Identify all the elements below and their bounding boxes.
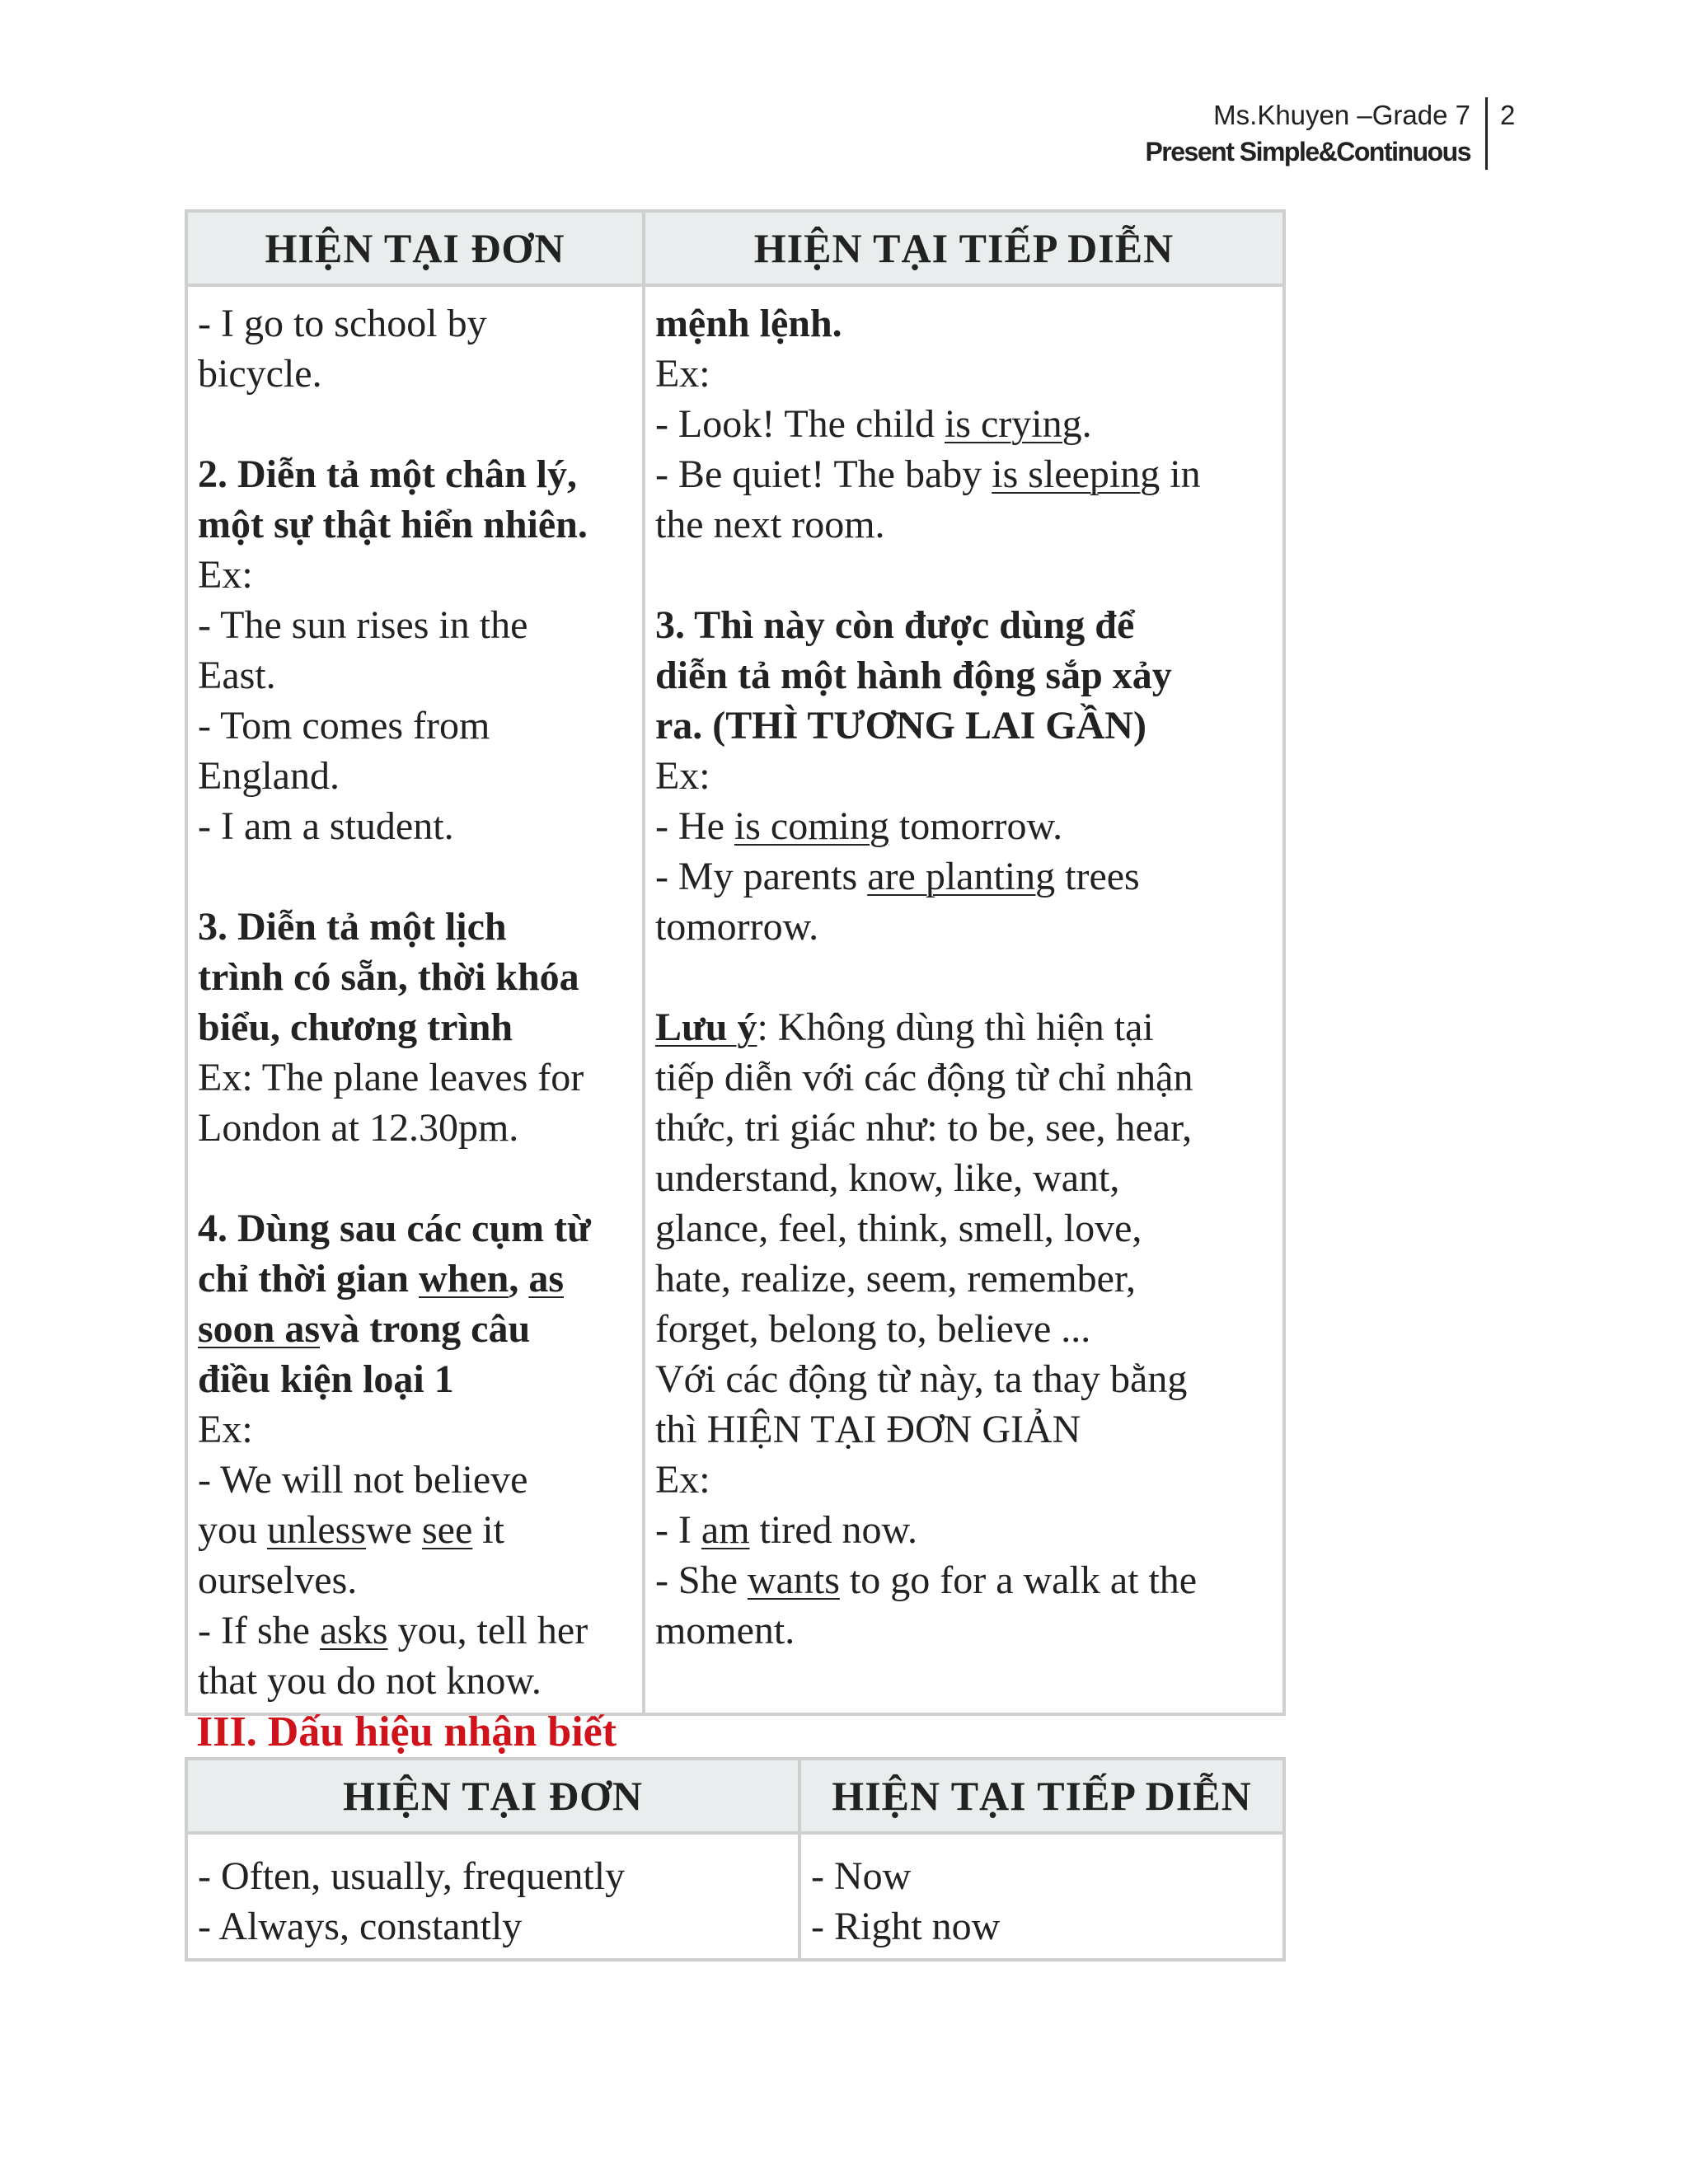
example-label: Ex:	[198, 553, 253, 597]
table-header-row	[186, 211, 1284, 285]
example-line: the next room.	[654, 503, 885, 546]
usage-heading-3: trình có sẵn, thời khóa	[198, 955, 579, 999]
note-line: understand, know, like, want,	[654, 1156, 1120, 1200]
text-line: bicycle.	[198, 352, 322, 396]
example-label: Ex:	[654, 1458, 710, 1502]
keyword-as: as	[528, 1257, 565, 1301]
page-number: 2	[1500, 100, 1516, 130]
example-line: - The sun rises in the	[198, 603, 528, 647]
header-box	[1047, 97, 1488, 170]
example-label: Ex:	[654, 754, 710, 798]
header-author-grade: Ms.Khuyen –Grade 7	[1213, 100, 1470, 130]
usage-heading-3: diễn tả một hành động sắp xảy	[654, 654, 1172, 697]
signal-line: - Always, constantly	[198, 1905, 523, 1948]
note-line: hate, realize, seem, remember,	[654, 1257, 1137, 1301]
example-line: - Be quiet! The baby is sleeping in	[654, 452, 1201, 496]
signal-line: - Right now	[811, 1905, 1001, 1948]
header-present-continuous: HIỆN TẠI TIẾP DIỄN	[799, 1759, 1284, 1833]
usage-heading-3: 3. Diễn tả một lịch	[198, 905, 507, 949]
example-line: - I am a student.	[198, 804, 454, 848]
keyword-soon-as: soon as	[198, 1307, 321, 1351]
keyword-when: when	[418, 1257, 509, 1301]
usage-heading-4: soon asvà trong câu	[198, 1307, 531, 1351]
usage-heading-4: điều kiện loại 1	[198, 1357, 454, 1401]
header-topic: Present Simple&Continuous	[1145, 137, 1470, 166]
note-line: thức, tri giác như: to be, see, hear,	[654, 1106, 1193, 1150]
example-line: - My parents are planting trees	[654, 855, 1140, 898]
example-line: that you do not know.	[198, 1659, 542, 1703]
usage-heading-2: một sự thật hiển nhiên.	[198, 503, 588, 546]
note-line: tiếp diễn với các động từ chỉ nhận	[654, 1056, 1193, 1099]
example-label: Ex:	[654, 352, 710, 396]
example-line: tomorrow.	[654, 905, 819, 949]
tense-signal-table	[185, 1757, 1286, 1961]
present-continuous-cell	[644, 285, 1284, 1714]
text-line: - I go to school by	[198, 302, 487, 345]
example-line: East.	[198, 654, 276, 697]
section-title-signals: III. Dấu hiệu nhận biết	[196, 1708, 617, 1755]
present-simple-cell	[186, 285, 644, 1714]
signal-line: - Now	[811, 1854, 912, 1898]
note-line: Với các động từ này, ta thay bằng	[654, 1357, 1188, 1401]
example-line: - I am tired now.	[654, 1508, 918, 1552]
note-line: glance, feel, think, smell, love,	[654, 1207, 1142, 1250]
example-line: Ex: The plane leaves for	[198, 1056, 584, 1099]
note-label: Lưu ý	[654, 1005, 757, 1049]
usage-heading-continued: mệnh lệnh.	[654, 302, 842, 345]
present-simple-signals	[186, 1833, 799, 1960]
note-line: thì HIỆN TẠI ĐƠN GIẢN	[654, 1408, 1081, 1451]
example-line: moment.	[654, 1609, 795, 1652]
example-line: - We will not believe	[198, 1458, 528, 1502]
usage-heading-4: 4. Dùng sau các cụm từ	[198, 1207, 591, 1250]
example-line: - He is coming tomorrow.	[654, 804, 1063, 848]
note-line: forget, belong to, believe ...	[654, 1307, 1091, 1351]
header-present-simple: HIỆN TẠI ĐƠN	[186, 1759, 799, 1833]
example-line: ourselves.	[198, 1558, 358, 1602]
usage-heading-3: ra. (THÌ TƯƠNG LAI GẦN)	[654, 704, 1146, 748]
usage-heading-3: 3. Thì này còn được dùng để	[654, 603, 1135, 647]
header-present-simple: HIỆN TẠI ĐƠN	[186, 211, 644, 285]
note-line: Lưu ý: Không dùng thì hiện tại	[654, 1005, 1154, 1049]
table-row	[186, 1833, 1284, 1960]
example-line: - Look! The child is crying.	[654, 402, 1092, 446]
table-row	[186, 285, 1284, 1714]
example-line: you unlesswe see it	[198, 1508, 504, 1552]
example-line: - Tom comes from	[198, 704, 490, 748]
tense-usage-table	[185, 209, 1286, 1716]
example-line: London at 12.30pm.	[198, 1106, 519, 1150]
table-header-row	[186, 1759, 1284, 1833]
present-continuous-signals	[799, 1833, 1284, 1960]
example-line: - She wants to go for a walk at the	[654, 1558, 1198, 1602]
header-present-continuous: HIỆN TẠI TIẾP DIỄN	[644, 211, 1284, 285]
example-label: Ex:	[198, 1408, 253, 1451]
usage-heading-3: biểu, chương trình	[198, 1005, 513, 1049]
signal-line: - Often, usually, frequently	[198, 1854, 626, 1898]
usage-heading-4: chỉ thời gian when, as	[198, 1257, 565, 1301]
example-line: England.	[198, 754, 340, 798]
example-line: - If she asks you, tell her	[198, 1609, 588, 1652]
usage-heading-2: 2. Diễn tả một chân lý,	[198, 452, 577, 496]
